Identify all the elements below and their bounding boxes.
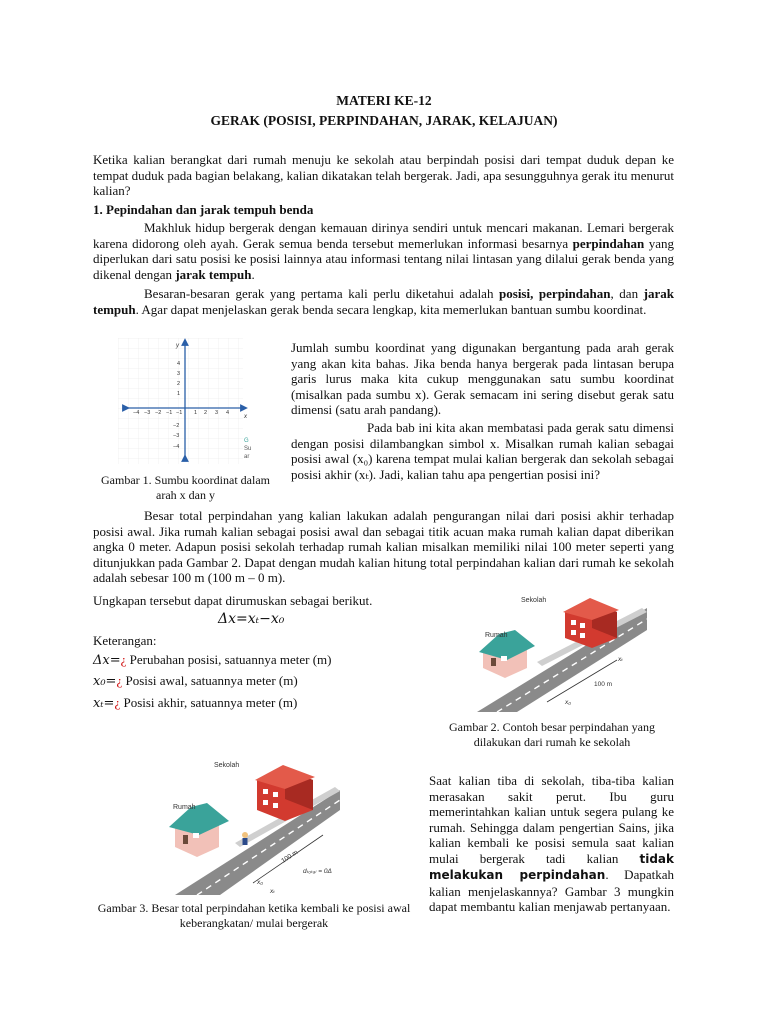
tick-x-3: 3 <box>215 410 219 416</box>
paragraph-2: Besaran-besaran gerak yang pertama kali perlu diketahui adalah posisi, perpindahan, dan jarak tempuh. Agar dapat menjelaskan gerak benda secara lengkap, kita memerlukan bantuan sumbu koordinat. <box>93 286 674 317</box>
tick-y-neg-3: −3 <box>173 433 180 439</box>
label-distance: 100 m <box>594 681 613 688</box>
school-building <box>255 765 315 821</box>
y-axis-label: y <box>176 343 179 349</box>
keterangan-label: Keterangan: <box>93 633 157 648</box>
side-text-2: Su <box>244 446 252 452</box>
tick-y-neg-2: −2 <box>173 423 180 429</box>
paragraph-3: Jumlah sumbu koordinat yang digunakan bergantung pada arah gerak yang akan kita bahas. Jika benda hanya bergerak pada lintasan berupa garis lurus maka kita cukup menggunakan satu sumbu koordinat (misalkan pada sumbu x). Gerak semacam ini sering disebut gerak satu dimensi (satu arah pandang). <box>291 340 674 417</box>
paragraph-5: Besar total perpindahan yang kalian lakukan adalah pengurangan nilai dari posisi akhir terhadap posisi awal. Jika rumah kalian sebagai posisi awal dan sebagai titik acuan maka rumah kalian dapat diberikan angka 0 meter. Adapun posisi sekolah terhadap rumah kalian misalkan memiliki nilai 100 meter seperti yang ditunjukkan pada Gambar 2. Dapat dengan mudah kalian hitung total perpindahan kalian dari rumah ke sekolah adalah sebesar 100 m (100 m – 0 m). <box>93 508 674 585</box>
label-x0: x₀ <box>257 879 263 886</box>
figure-3-illustration <box>165 755 340 895</box>
closing-paragraph: Saat kalian tiba di sekolah, tiba-tiba kalian merasakan sakit perut. Ibu guru memerintahkan kalian untuk segera pulang ke rumah. Sehingga dalam pengertian Sains, jika kalian kembali ke posisi semula saat kalian mulai bergerak tadi kalian tidak melakukan perpindahan. Dapatkah kalian menjelaskannya? Gambar 3 mungkin dapat membantu kalian menjawab pertanyaan. <box>429 773 674 914</box>
tick-y-neg-4: −4 <box>173 444 180 450</box>
formula-intro: Ungkapan tersebut dapat dirumuskan sebagai berikut. <box>93 593 373 608</box>
tick-x-1: 1 <box>194 410 198 416</box>
label-school: Sekolah <box>521 597 547 604</box>
legend-item-xt: xₜ=¿ Posisi akhir, satuannya meter (m) <box>93 695 298 711</box>
tick-x-neg-4: −4 <box>133 410 140 416</box>
figure-3-caption: Gambar 3. Besar total perpindahan ketika kembali ke posisi awal keberangkatan/ mulai bergerak <box>97 901 411 930</box>
label-house: Rumah <box>485 632 508 639</box>
title-line-2: GERAK (POSISI, PERPINDAHAN, JARAK, KELAJUAN) <box>210 113 558 128</box>
label-xt: xₜ <box>270 888 276 895</box>
tick-origin: −1 <box>176 410 183 416</box>
tick-y-1: 1 <box>177 391 181 397</box>
figure-2-illustration <box>477 590 647 712</box>
tick-x-neg-3: −3 <box>144 410 151 416</box>
paragraph-1: Makhluk hidup bergerak dengan kemauan dirinya sendiri untuk mencari makanan. Lemari bergerak karena didorong oleh ayah. Gerak semua benda tersebut memerlukan informasi besarnya perpindahan yang diperlukan dari satu posisi ke posisi lainnya atau informasi tentang nilai lintasan yang dilalui gerak benda yang dikenal dengan jarak tempuh. <box>93 220 674 282</box>
house <box>169 803 229 857</box>
tick-y-2: 2 <box>177 381 181 387</box>
paragraph-4: Pada bab ini kita akan membatasi pada gerak satu dimensi dengan posisi dilambangkan simbol x. Misalkan rumah kalian sebagai posisi awal (x₀) karena tempat mulai kalian bergerak dan sekolah sebagai posisi akhir (xₜ). Jadi, kalian tahu apa pengertian posisi ini? <box>291 420 674 482</box>
section-heading: 1. Pepindahan dan jarak tempuh benda <box>93 202 314 217</box>
tick-x-4: 4 <box>226 410 230 416</box>
tick-y-4: 4 <box>177 361 181 367</box>
formula-main: Δx=xₜ−x₀ <box>218 611 285 627</box>
label-house: Rumah <box>173 804 196 811</box>
label-x0: x₀ <box>565 699 571 706</box>
tick-x-2: 2 <box>204 410 208 416</box>
figure-2-caption: Gambar 2. Contoh besar perpindahan yang dilakukan dari rumah ke sekolah <box>449 720 655 749</box>
tick-x-neg-2: −2 <box>155 410 162 416</box>
label-xt: xₜ <box>618 656 624 663</box>
x-axis-label: x <box>244 414 247 420</box>
intro-paragraph: Ketika kalian berangkat dari rumah menuju ke sekolah atau berpindah posisi dari tempat duduk depan ke tempat duduk pada bagian belakang, kalian dikatakan telah bergerak. Jadi, apa sesungguhnya gerak itu menurut kalian? <box>93 152 674 198</box>
label-school: Sekolah <box>214 762 240 769</box>
coordinate-axes-figure <box>118 338 278 464</box>
legend-item-x0: x₀=¿ Posisi awal, satuannya meter (m) <box>93 673 298 689</box>
school-building <box>563 598 619 648</box>
tick-y-3: 3 <box>177 371 181 377</box>
label-d-total: dₜₒₜₐₗ = 0Δ <box>303 868 332 875</box>
legend-item-delta-x: Δx=¿ Perubahan posisi, satuannya meter (m) <box>93 652 332 668</box>
title-line-1: MATERI KE-12 <box>336 93 432 108</box>
tick-x-neg-1: −1 <box>166 410 173 416</box>
label-distance: 100 m <box>280 848 300 865</box>
figure-1-caption: Gambar 1. Sumbu koordinat dalam arah x dan y <box>101 473 270 502</box>
side-text-3: ar <box>244 454 250 460</box>
side-text-1: G <box>244 438 249 444</box>
